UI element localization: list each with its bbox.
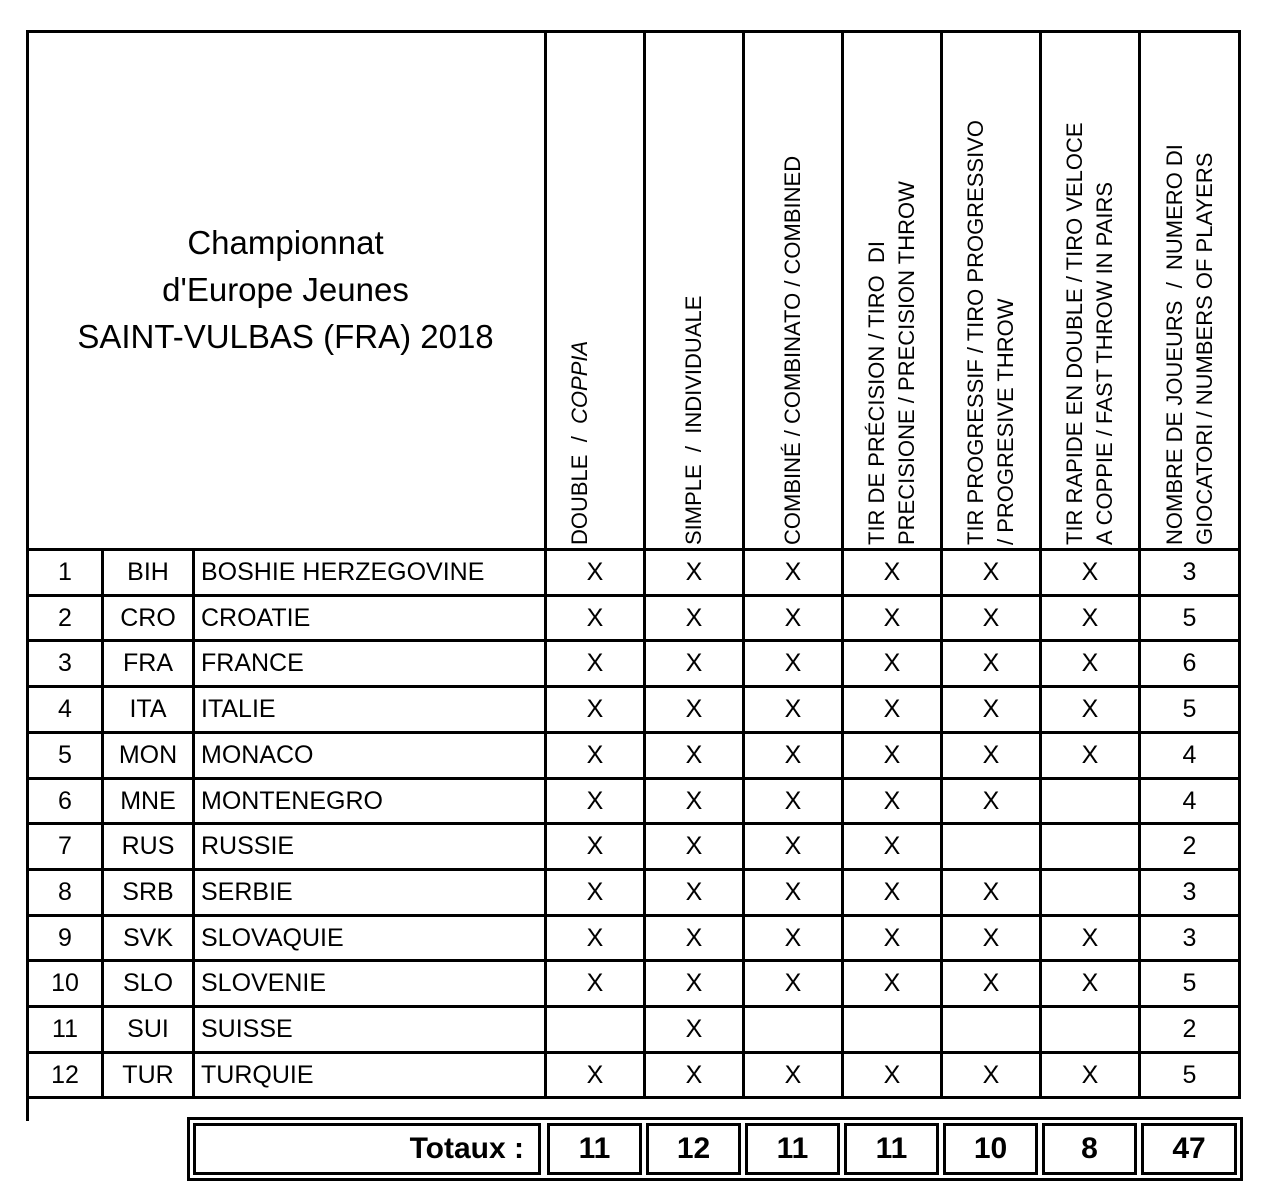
event-mark: X bbox=[685, 1061, 703, 1089]
event-mark: X bbox=[1081, 695, 1099, 723]
total-value: 10 bbox=[943, 1123, 1038, 1175]
event-mark: X bbox=[685, 741, 703, 769]
player-count: 4 bbox=[1182, 741, 1197, 769]
column-header-label: TIR RAPIDE EN DOUBLE / TIRO VELOCE bbox=[1062, 122, 1087, 545]
country-code: SVK bbox=[122, 924, 174, 952]
column-header-label: DOUBLE / bbox=[567, 423, 592, 545]
row-number: 7 bbox=[58, 832, 72, 860]
event-mark: X bbox=[784, 878, 802, 906]
event-mark: X bbox=[883, 969, 901, 997]
column-divider bbox=[1238, 30, 1241, 1097]
column-header-label: COMBINÉ / COMBINATO / COMBINED bbox=[780, 155, 805, 545]
event-mark: X bbox=[1081, 969, 1099, 997]
player-count: 2 bbox=[1182, 1015, 1197, 1043]
event-mark bbox=[943, 1007, 1039, 1052]
event-mark: X bbox=[784, 924, 802, 952]
document-title bbox=[26, 30, 545, 548]
row-number: 9 bbox=[58, 924, 72, 952]
column-header-label: A COPPIE / FAST THROW IN PAIRS bbox=[1092, 181, 1117, 545]
event-mark: X bbox=[1081, 558, 1099, 586]
row-number: 11 bbox=[52, 1015, 78, 1043]
event-mark bbox=[547, 1007, 643, 1052]
column-header-label: TIR DE PRÉCISION / TIRO DI bbox=[864, 241, 889, 545]
event-mark: X bbox=[586, 604, 604, 632]
row-number: 4 bbox=[58, 695, 72, 723]
event-mark: X bbox=[586, 1061, 604, 1089]
event-mark: X bbox=[784, 1061, 802, 1089]
event-mark: X bbox=[685, 969, 703, 997]
event-mark: X bbox=[685, 649, 703, 677]
event-mark: X bbox=[685, 832, 703, 860]
column-header-label: GIOCATORI / NUMBERS OF PLAYERS bbox=[1191, 152, 1217, 545]
event-mark bbox=[1042, 779, 1138, 824]
event-mark: X bbox=[685, 604, 703, 632]
country-name: SLOVAQUIE bbox=[201, 924, 344, 952]
row-number: 3 bbox=[58, 649, 72, 677]
event-mark bbox=[1042, 1007, 1138, 1052]
event-mark: X bbox=[784, 787, 802, 815]
row-number: 6 bbox=[58, 787, 72, 815]
event-mark: X bbox=[586, 969, 604, 997]
event-mark: X bbox=[982, 1061, 1000, 1089]
event-mark: X bbox=[982, 969, 1000, 997]
player-count: 3 bbox=[1182, 878, 1197, 906]
event-mark bbox=[745, 1007, 841, 1052]
country-name: SLOVENIE bbox=[201, 969, 327, 997]
player-count: 2 bbox=[1182, 832, 1197, 860]
event-mark: X bbox=[982, 604, 1000, 632]
title-line-3: SAINT-VULBAS (FRA) 2018 bbox=[77, 317, 494, 355]
row-number: 8 bbox=[58, 878, 72, 906]
country-name: SERBIE bbox=[201, 878, 293, 906]
event-mark: X bbox=[784, 832, 802, 860]
total-value: 8 bbox=[1042, 1123, 1137, 1175]
event-mark: X bbox=[685, 878, 703, 906]
column-header bbox=[1141, 33, 1238, 548]
event-mark bbox=[844, 1007, 940, 1052]
column-header bbox=[943, 33, 1039, 548]
country-name: BOSHIE HERZEGOVINE bbox=[201, 558, 485, 586]
event-mark: X bbox=[784, 604, 802, 632]
country-code: SUI bbox=[127, 1015, 169, 1043]
event-mark bbox=[1042, 824, 1138, 869]
country-code: MNE bbox=[120, 787, 176, 815]
column-header bbox=[844, 33, 940, 548]
event-mark: X bbox=[586, 878, 604, 906]
player-count: 6 bbox=[1182, 649, 1197, 677]
country-name: TURQUIE bbox=[201, 1061, 314, 1089]
event-mark: X bbox=[982, 558, 1000, 586]
event-mark: X bbox=[586, 832, 604, 860]
country-name: MONTENEGRO bbox=[201, 787, 383, 815]
event-mark: X bbox=[883, 832, 901, 860]
title-line-1: Championnat bbox=[187, 223, 384, 261]
country-name: SUISSE bbox=[201, 1015, 293, 1043]
column-header-label: NOMBRE DE JOUEURS / NUMERO DI bbox=[1161, 144, 1187, 545]
player-count: 5 bbox=[1182, 604, 1197, 632]
column-header bbox=[1042, 33, 1138, 548]
event-mark: X bbox=[586, 924, 604, 952]
event-mark: X bbox=[586, 649, 604, 677]
event-mark: X bbox=[586, 741, 604, 769]
event-mark: X bbox=[1081, 1061, 1099, 1089]
country-name: FRANCE bbox=[201, 649, 304, 677]
row-number: 5 bbox=[58, 741, 72, 769]
total-value: 11 bbox=[547, 1123, 642, 1175]
event-mark: X bbox=[784, 695, 802, 723]
event-mark: X bbox=[586, 787, 604, 815]
country-code: RUS bbox=[121, 832, 175, 860]
total-value: 12 bbox=[646, 1123, 741, 1175]
event-mark bbox=[1042, 870, 1138, 915]
event-mark: X bbox=[982, 787, 1000, 815]
column-header-label: TIR PROGRESSIF / TIRO PROGRESSIVO bbox=[963, 120, 988, 545]
player-count: 5 bbox=[1182, 969, 1197, 997]
event-mark: X bbox=[883, 1061, 901, 1089]
event-mark: X bbox=[883, 924, 901, 952]
column-header bbox=[745, 33, 841, 548]
table-edge bbox=[26, 1097, 29, 1121]
country-code: SLO bbox=[122, 969, 174, 997]
event-mark: X bbox=[685, 924, 703, 952]
event-mark bbox=[943, 824, 1039, 869]
country-code: ITA bbox=[129, 695, 167, 723]
totals-label: Totaux : bbox=[193, 1123, 541, 1175]
column-header-label: / PROGRESIVE THROW bbox=[993, 298, 1018, 545]
event-mark: X bbox=[1081, 649, 1099, 677]
country-code: FRA bbox=[123, 649, 173, 677]
player-count: 3 bbox=[1182, 924, 1197, 952]
event-mark: X bbox=[982, 924, 1000, 952]
event-mark: X bbox=[1081, 604, 1099, 632]
event-mark: X bbox=[982, 878, 1000, 906]
event-mark: X bbox=[586, 695, 604, 723]
event-mark: X bbox=[982, 649, 1000, 677]
title-line-2: d'Europe Jeunes bbox=[162, 270, 409, 308]
column-header bbox=[547, 33, 643, 548]
event-mark: X bbox=[982, 741, 1000, 769]
event-mark: X bbox=[784, 558, 802, 586]
event-mark: X bbox=[883, 558, 901, 586]
row-number: 2 bbox=[58, 604, 72, 632]
row-number: 10 bbox=[51, 969, 79, 997]
country-code: BIH bbox=[127, 558, 169, 586]
country-code: SRB bbox=[122, 878, 174, 906]
player-count: 3 bbox=[1182, 558, 1197, 586]
country-name: ITALIE bbox=[201, 695, 276, 723]
event-mark: X bbox=[586, 558, 604, 586]
country-name: RUSSIE bbox=[201, 832, 295, 860]
event-mark: X bbox=[883, 695, 901, 723]
column-header-label: SIMPLE / INDIVIDUALE bbox=[681, 295, 706, 545]
country-name: MONACO bbox=[201, 741, 314, 769]
event-mark: X bbox=[685, 558, 703, 586]
total-value: 47 bbox=[1141, 1123, 1237, 1175]
event-mark: X bbox=[685, 1015, 703, 1043]
event-mark: X bbox=[883, 741, 901, 769]
event-mark: X bbox=[883, 878, 901, 906]
country-name: CROATIE bbox=[201, 604, 311, 632]
event-mark: X bbox=[982, 695, 1000, 723]
country-code: MON bbox=[118, 741, 178, 769]
row-number: 1 bbox=[58, 558, 72, 586]
column-header bbox=[646, 33, 742, 548]
total-value: 11 bbox=[745, 1123, 840, 1175]
column-header-label: COPPIA bbox=[567, 340, 592, 424]
event-mark: X bbox=[784, 969, 802, 997]
player-count: 5 bbox=[1182, 1061, 1197, 1089]
total-value: 11 bbox=[844, 1123, 939, 1175]
event-mark: X bbox=[1081, 741, 1099, 769]
player-count: 4 bbox=[1182, 787, 1197, 815]
country-code: CRO bbox=[120, 604, 176, 632]
event-mark: X bbox=[784, 649, 802, 677]
row-number: 12 bbox=[51, 1061, 79, 1089]
event-mark: X bbox=[685, 695, 703, 723]
event-mark: X bbox=[883, 787, 901, 815]
event-mark: X bbox=[883, 604, 901, 632]
event-mark: X bbox=[685, 787, 703, 815]
event-mark: X bbox=[883, 649, 901, 677]
column-header-label: PRECISIONE / PRECISION THROW bbox=[894, 181, 919, 545]
player-count: 5 bbox=[1182, 695, 1197, 723]
country-code: TUR bbox=[122, 1061, 174, 1089]
event-mark: X bbox=[784, 741, 802, 769]
event-mark: X bbox=[1081, 924, 1099, 952]
